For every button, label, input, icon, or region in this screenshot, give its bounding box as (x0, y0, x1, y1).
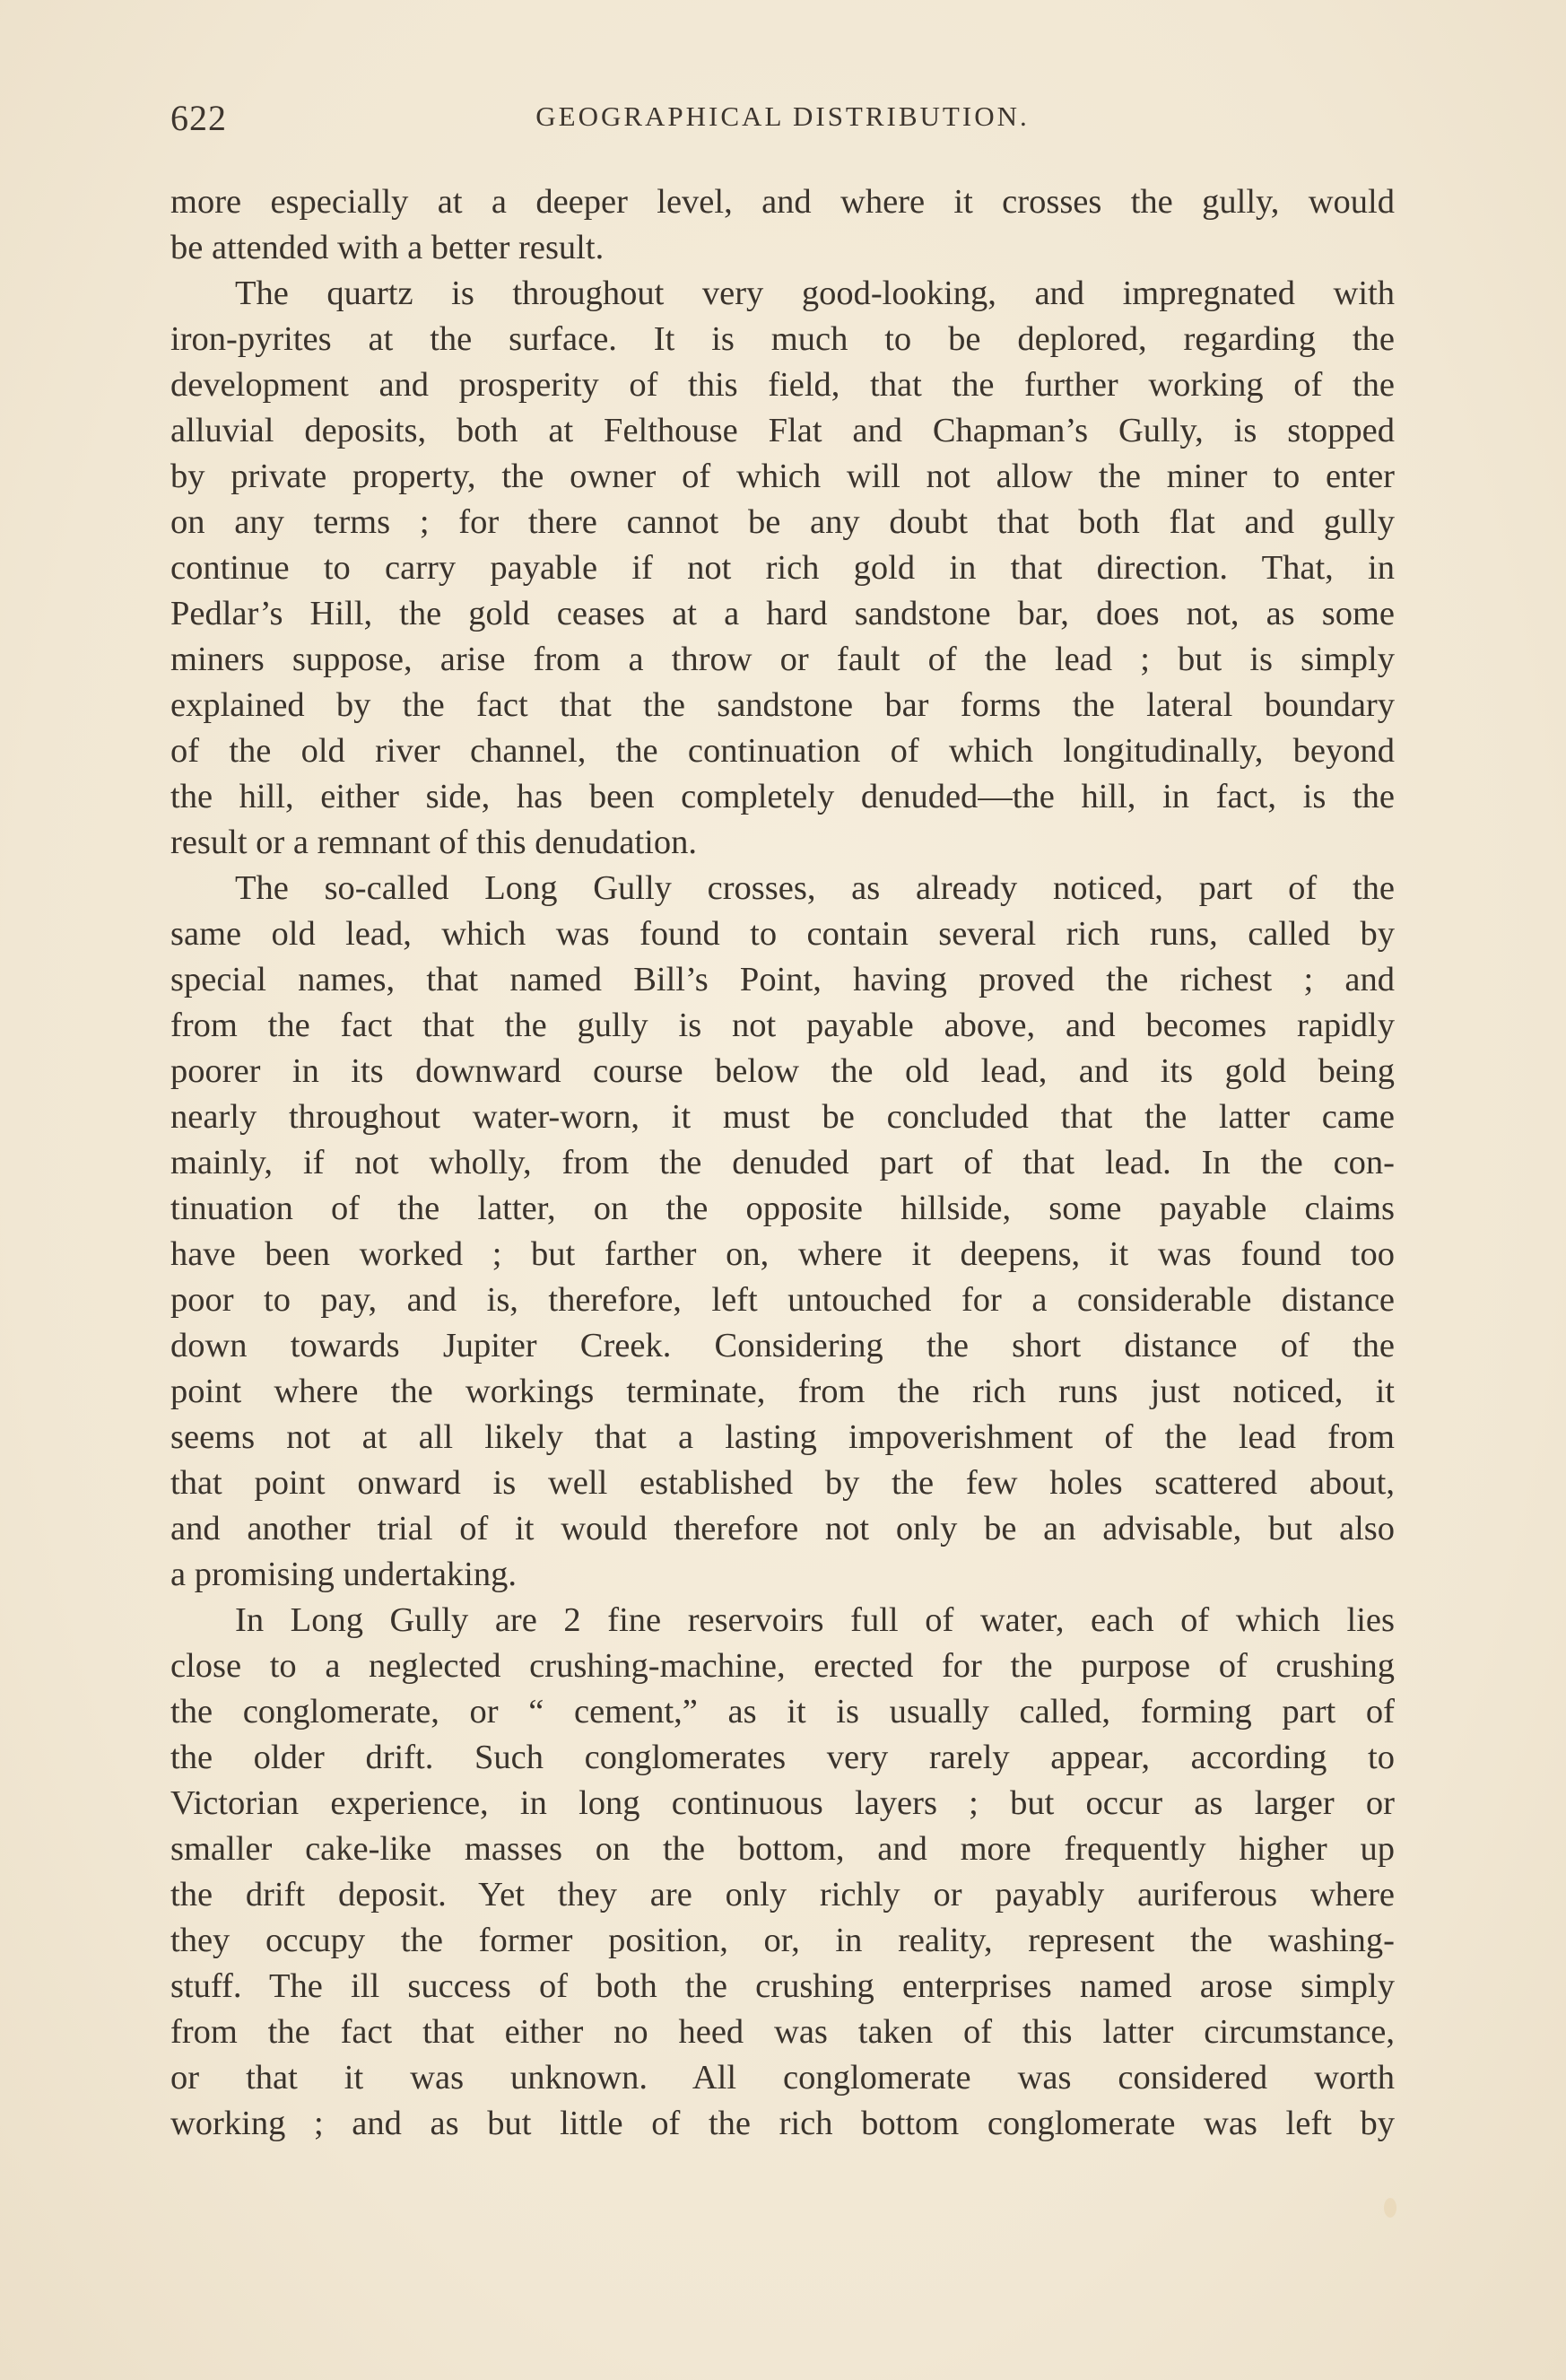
text-line: explained by the fact that the sandstone bar forms the lateral boundary (170, 686, 1395, 724)
text-line: by private property, the owner of which will not allow the miner to enter (170, 458, 1395, 495)
text-line: close to a neglected crushing-machine, erected for the purpose of crushing (170, 1647, 1395, 1685)
text-line: The so-called Long Gully crosses, as already noticed, part of the (235, 869, 1395, 907)
page-header (170, 97, 1395, 151)
text-line: In Long Gully are 2 fine reservoirs full of water, each of which lies (235, 1601, 1395, 1639)
text-line: development and prosperity of this field, that the further working of the (170, 366, 1395, 404)
text-line: miners suppose, arise from a throw or fault of the lead ; but is simply (170, 641, 1395, 678)
body-text (170, 179, 1395, 2147)
text-line: a promising undertaking. (170, 1556, 517, 1593)
text-line: from the fact that the gully is not payable above, and becomes rapidly (170, 1007, 1395, 1044)
text-line: the hill, either side, has been completely denuded—the hill, in fact, is the (170, 778, 1395, 815)
text-line: the older drift. Such conglomerates very rarely appear, according to (170, 1739, 1395, 1776)
text-line: be attended with a better result. (170, 229, 605, 266)
text-line: or that it was unknown. All conglomerate was considered worth (170, 2059, 1395, 2097)
text-line: have been worked ; but farther on, where it deepens, it was found too (170, 1235, 1395, 1273)
text-line: The quartz is throughout very good-looking, and impregnated with (235, 275, 1395, 312)
paper-speck (1384, 2198, 1396, 2218)
text-line: iron-pyrites at the surface. It is much to be deplored, regarding the (170, 320, 1395, 358)
text-line: stuff. The ill success of both the crushing enterprises named arose simply (170, 1967, 1395, 2005)
text-line: of the old river channel, the continuation of which longitudinally, beyond (170, 732, 1395, 770)
text-line: continue to carry payable if not rich gold in that direction. That, in (170, 549, 1395, 587)
text-line: poorer in its downward course below the old lead, and its gold being (170, 1052, 1395, 1090)
text-line: tinuation of the latter, on the opposite hillside, some payable claims (170, 1190, 1395, 1227)
text-line: alluvial deposits, both at Felthouse Flat and Chapman’s Gully, is stopped (170, 412, 1395, 449)
text-line: they occupy the former position, or, in reality, represent the washing- (170, 1922, 1395, 1959)
text-line: Victorian experience, in long continuous layers ; but occur as larger or (170, 1784, 1395, 1822)
text-line: and another trial of it would therefore not only be an advisable, but also (170, 1510, 1395, 1547)
text-line: smaller cake-like masses on the bottom, and more frequently higher up (170, 1830, 1395, 1868)
page-number: 622 (170, 98, 227, 138)
text-line: the drift deposit. Yet they are only richly or payably auriferous where (170, 1876, 1395, 1914)
text-line: more especially at a deeper level, and where it crosses the gully, would (170, 183, 1395, 221)
text-line: on any terms ; for there cannot be any doubt that both flat and gully (170, 503, 1395, 541)
text-line: down towards Jupiter Creek. Considering the short distance of the (170, 1327, 1395, 1364)
text-line: special names, that named Bill’s Point, having proved the richest ; and (170, 961, 1395, 998)
text-line: result or a remnant of this denudation. (170, 824, 697, 861)
text-line: the conglomerate, or “ cement,” as it is usually called, forming part of (170, 1693, 1395, 1731)
running-head: GEOGRAPHICAL DISTRIBUTION. (535, 100, 1030, 132)
text-line: same old lead, which was found to contain several rich runs, called by (170, 915, 1395, 953)
text-line: poor to pay, and is, therefore, left untouched for a considerable distance (170, 1281, 1395, 1319)
text-line: Pedlar’s Hill, the gold ceases at a hard sandstone bar, does not, as some (170, 595, 1395, 632)
text-line: seems not at all likely that a lasting impoverishment of the lead from (170, 1418, 1395, 1456)
text-line: mainly, if not wholly, from the denuded part of that lead. In the con- (170, 1144, 1395, 1181)
text-line: nearly throughout water-worn, it must be concluded that the latter came (170, 1098, 1395, 1136)
text-line: working ; and as but little of the rich bottom conglomerate was left by (170, 2105, 1395, 2142)
text-line: that point onward is well established by the few holes scattered about, (170, 1464, 1395, 1502)
text-line: point where the workings terminate, from the rich runs just noticed, it (170, 1373, 1395, 1410)
text-line: from the fact that either no heed was taken of this latter circumstance, (170, 2013, 1395, 2051)
